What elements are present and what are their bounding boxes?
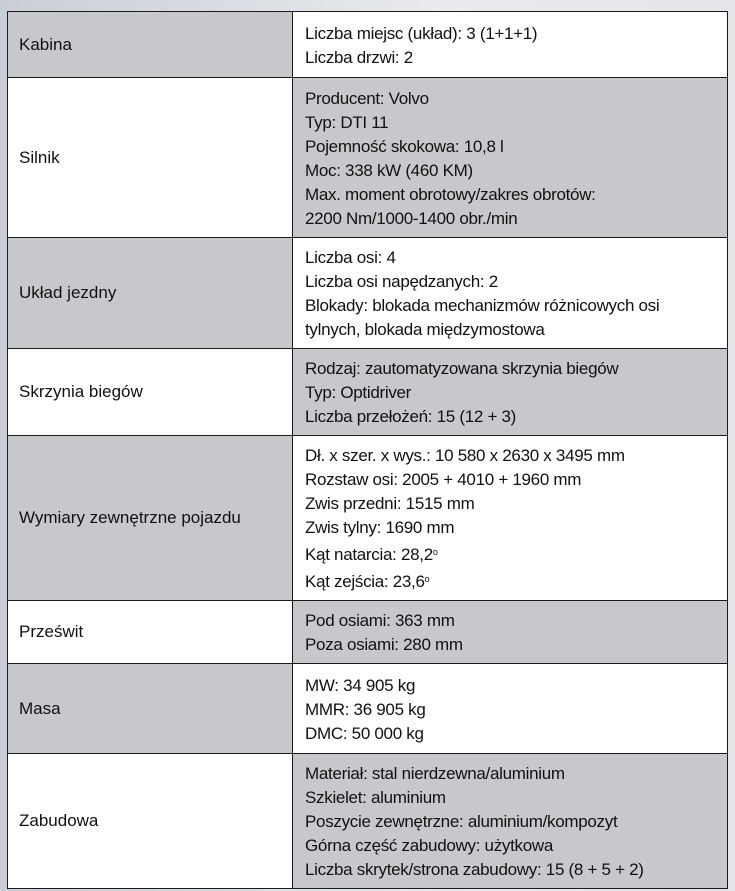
value-line: Typ: Optidriver (305, 383, 412, 402)
row-label: Kabina (8, 12, 293, 78)
value-line: MW: 34 905 kg (305, 675, 416, 695)
table-row-wymiary (8, 436, 728, 601)
value-line: Liczba miejsc (układ): 3 (1+1+1) (305, 23, 538, 43)
value-line: Liczba osi napędzanych: 2 (305, 272, 498, 291)
value-line: Zwis tylny: 1690 mm (305, 518, 455, 537)
value-line: Producent: Volvo (305, 88, 429, 108)
value-line: Pod osiami: 363 mm (305, 611, 455, 630)
row-value (293, 238, 728, 349)
value-line: Rodzaj: zautomatyzowana skrzynia biegów (305, 359, 619, 378)
value-line: 2200 Nm/1000-1400 obr./min (305, 208, 518, 228)
value-line: Pojemność skokowa: 10,8 l (305, 136, 504, 156)
table-row-silnik (8, 78, 728, 238)
table-row-masa (8, 664, 728, 754)
value-line: Blokady: blokada mechanizmów różnicowych osi (305, 296, 660, 315)
value-line: Poszycie zewnętrzne: aluminium/kompozyt (305, 812, 618, 831)
value-line: Szkielet: aluminium (305, 788, 446, 807)
table-row-skrzynia-biegow (8, 349, 728, 436)
value-line: Materiał: stal nierdzewna/aluminium (305, 764, 565, 783)
degree-mark: o (424, 574, 430, 584)
row-label: Masa (8, 664, 293, 754)
value-line-kat-natarcia (305, 540, 721, 567)
value-line: Poza osiami: 280 mm (305, 635, 463, 654)
value-line: Rozstaw osi: 2005 + 4010 + 1960 mm (305, 470, 582, 489)
value-line-kat-zejscia (305, 567, 721, 594)
row-label: Zabudowa (8, 754, 293, 889)
row-label: Prześwit (8, 601, 293, 664)
value-line: Górna część zabudowy: użytkowa (305, 836, 554, 855)
value-line: Liczba przełożeń: 15 (12 + 3) (305, 407, 517, 426)
row-value (293, 436, 728, 601)
table-row-uklad-jezdny (8, 238, 728, 349)
row-value (293, 754, 728, 889)
value-line: Liczba skrytek/strona zabudowy: 15 (8 + 5 + 2) (305, 860, 644, 879)
value-line: Liczba osi: 4 (305, 248, 396, 267)
table-row-zabudowa (8, 754, 728, 889)
value-line: MMR: 36 905 kg (305, 699, 426, 719)
table-row-przeswit (8, 601, 728, 664)
value-line: Zwis przedni: 1515 mm (305, 494, 475, 513)
table-row-kabina (8, 12, 728, 78)
row-value (293, 349, 728, 436)
value-line: Typ: DTI 11 (305, 112, 389, 132)
row-value (293, 664, 728, 754)
value-line: DMC: 50 000 kg (305, 723, 424, 743)
value-text: Kąt zejścia: 23,6 (305, 572, 425, 591)
value-line: Max. moment obrotowy/zakres obrotów: (305, 184, 596, 204)
row-value (293, 601, 728, 664)
row-label: Wymiary zewnętrzne pojazdu (8, 436, 293, 601)
value-line: Moc: 338 kW (460 KM) (305, 160, 473, 180)
degree-mark: o (432, 547, 438, 557)
row-label: Silnik (8, 78, 293, 238)
row-value (293, 12, 728, 78)
value-line: tylnych, blokada międzymostowa (305, 320, 545, 339)
value-text: Kąt natarcia: 28,2 (305, 545, 433, 564)
spec-table (7, 11, 728, 889)
value-line: Liczba drzwi: 2 (305, 47, 413, 67)
row-label: Skrzynia biegów (8, 349, 293, 436)
row-label: Układ jezdny (8, 238, 293, 349)
row-value (293, 78, 728, 238)
value-line: Dł. x szer. x wys.: 10 580 x 2630 x 3495 mm (305, 446, 625, 465)
